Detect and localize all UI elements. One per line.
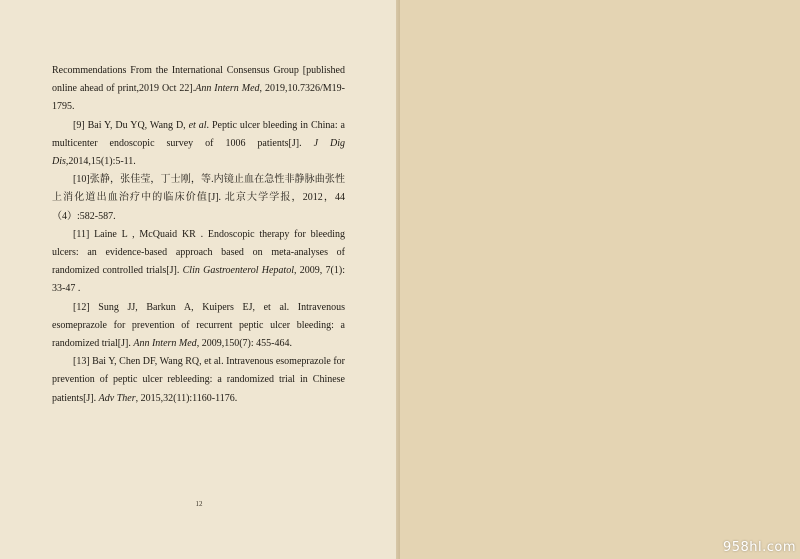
reference-text: [13] Bai Y, Chen DF, Wang RQ, et al. Intravenous esomeprazole for prevention of peptic ulcer rebleeding: a randomized trial in Chinese patients[J]. [52, 356, 345, 404]
left-page [0, 0, 396, 559]
reference-text: , 2015,32(11):1160-1176. [135, 392, 238, 404]
reference-text: ,2014,15(1):5-11. [65, 156, 136, 168]
journal-name: Clin Gastroenterol Hepatol [182, 265, 294, 277]
reference-text: . Peptic ulcer bleeding in China: a multicenter endoscopic survey of 1006 patients[J]. [52, 119, 345, 149]
reference-text: [12] Sung JJ, Barkun A, Kuipers EJ, et al. Intravenous esomeprazole for prevention of recurrent peptic ulcer bleeding: a randomized trial[J]. [52, 301, 345, 350]
reference-text: , 2009,150(7): 455-464. [196, 338, 292, 350]
watermark: 958hl.com [722, 540, 796, 555]
reference-text: , 2009, 7(1): 33-47 . [52, 265, 345, 295]
reference-text: [10]张静，张佳莹，丁士刚，等.内镜止血在急性非静脉曲张性上消化道出血治疗中的临床价值[J]. 北京大学学报，2012，44（4）:582-587. [52, 174, 345, 222]
reference-list [52, 62, 345, 408]
journal-name: Ann Intern Med [133, 338, 197, 350]
reference-item-9 [52, 117, 345, 172]
reference-continuation [52, 62, 345, 117]
journal-name: Adv Ther [98, 392, 136, 404]
reference-item-13 [52, 353, 345, 408]
journal-name: J Dig Dis [52, 137, 345, 168]
page-number: 12 [195, 500, 203, 508]
reference-text: [11] Laine L , McQuaid KR . Endoscopic therapy for bleeding ulcers: an evidence-based approach based on meta-analyses of randomized controlled trials[J]. [52, 228, 345, 277]
et-al: et al [188, 119, 207, 131]
right-page-blank [400, 0, 800, 559]
journal-name: Ann Intern Med [195, 83, 260, 95]
reference-item-10 [52, 171, 345, 226]
reference-text: Recommendations From the International Consensus Group [published online ahead of print,2019 Oct 22]. [52, 65, 345, 95]
reference-text: [9] Bai Y, Du YQ, Wang D, [73, 119, 189, 131]
reference-item-11 [52, 226, 345, 299]
reference-item-12 [52, 299, 345, 354]
reference-text: , 2019,10.7326/M19-1795. [52, 83, 345, 113]
